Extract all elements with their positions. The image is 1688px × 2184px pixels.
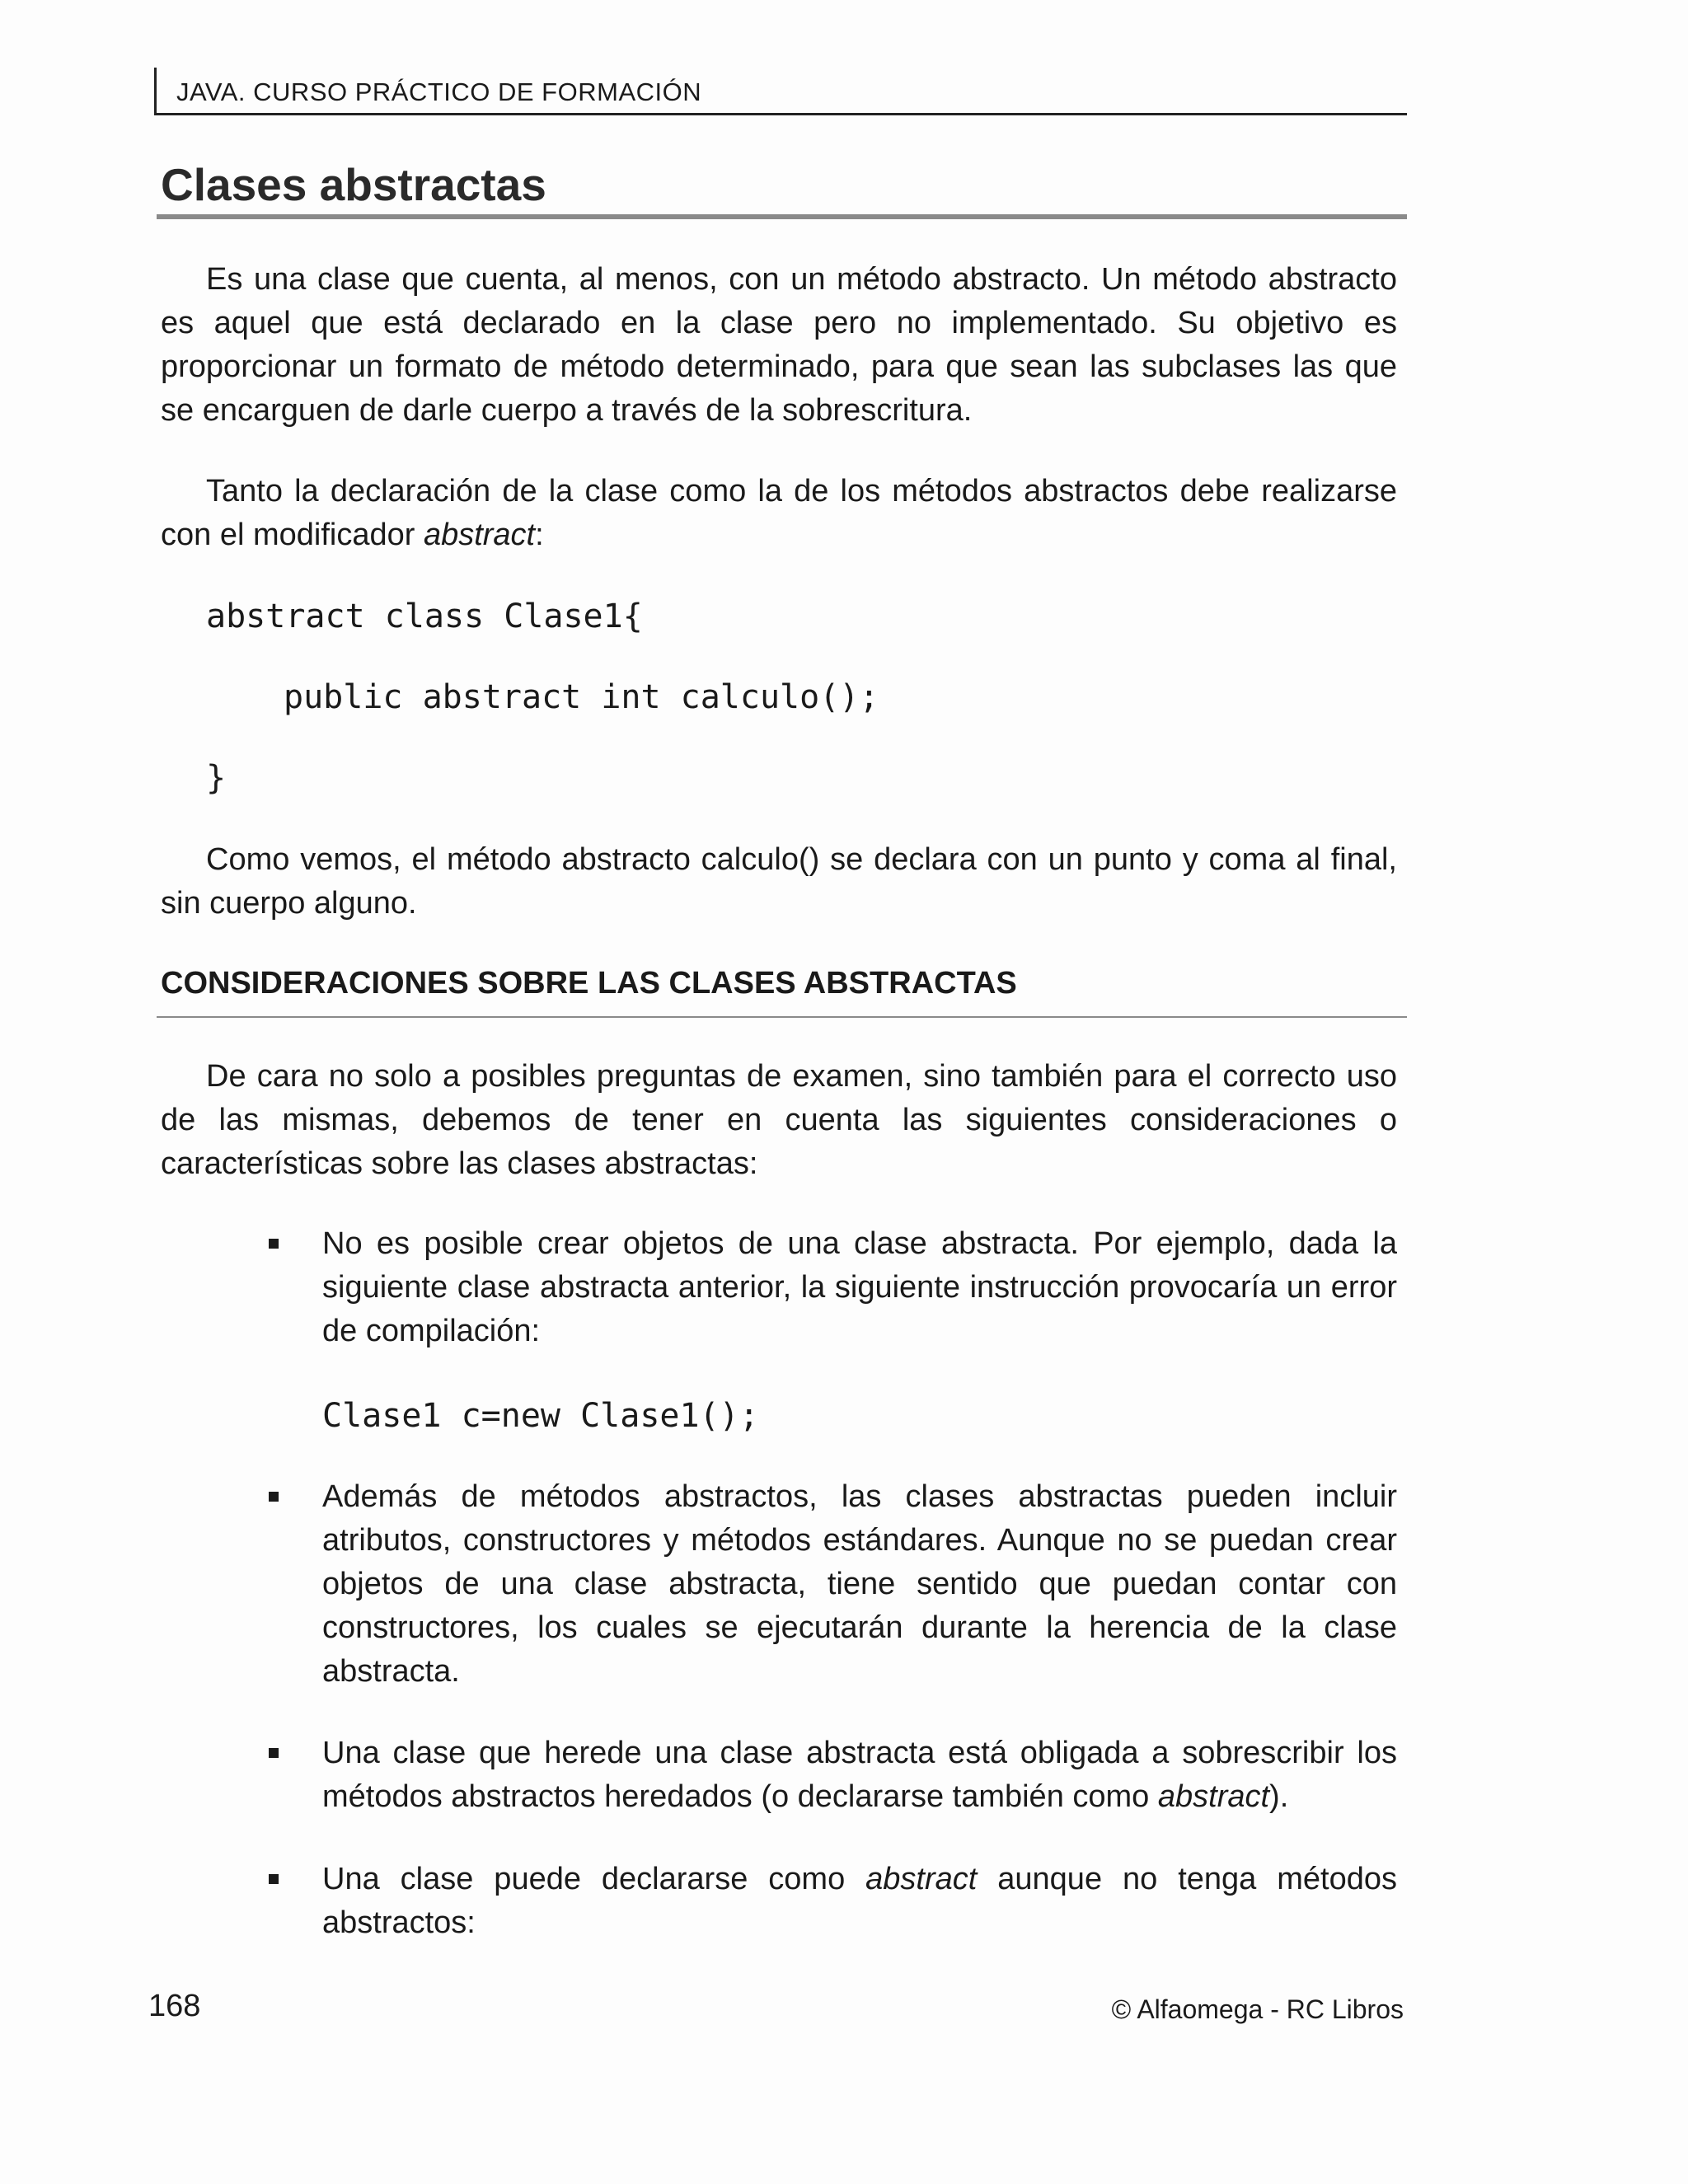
bullet-item-subclass-text: Una clase que herede una clase abstracta está obligada a sobrescribir los métodos abstractos heredados (o declararse también como [322,1736,1397,1814]
bullet-item-no-instances: No es posible crear objetos de una clase abstracta. Por ejemplo, dada la siguiente clase abstracta anterior, la siguiente instrucción provocaría un error de compilación: [322,1226,1397,1348]
bullet-item-subclass-end: ). [1269,1779,1289,1814]
running-header [154,68,1407,115]
bullet-marker [269,1748,279,1758]
page-number: 168 [148,1989,201,2023]
bullet-item-no-methods [322,1858,1397,1945]
paragraph-explanation: Como vemos, el método abstracto calculo() se declara con un punto y coma al final, sin cuerpo alguno. [161,842,1397,921]
bullet-marker [269,1874,279,1884]
bullet-item-no-methods-text: Una clase puede declararse como [322,1862,866,1896]
bullet-item-members: Además de métodos abstractos, las clases abstractas pueden incluir atributos, constructores y métodos estándares. Aunque no se puedan crear objetos de una clase abstracta, tiene sentido que puedan contar con constructores, los cuales se ejecutarán durante la herencia de la clase abstracta. [322,1479,1397,1689]
keyword-abstract: abstract [865,1862,978,1896]
code-abstract-method: public abstract int calculo(); [284,678,879,716]
bullet-item-no-methods-end: aunque no tenga métodos abstractos: [322,1862,1398,1940]
keyword-abstract: abstract [423,518,536,552]
subsection-title: CONSIDERACIONES SOBRE LAS CLASES ABSTRACTAS [161,966,1017,1001]
paragraph-intro: De cara no solo a posibles preguntas de examen, sino también para el correcto uso de las mismas, debemos de tener en cuenta las siguientes consideraciones o características sobre las clases abstractas: [161,1059,1397,1181]
code-class-declaration: abstract class Clase1{ [206,598,643,635]
paragraph-modifier-text: Tanto la declaración de la clase como la de los métodos abstractos debe realizarse con el modificador [161,474,1397,552]
code-closing-brace: } [206,759,227,797]
subsection-rule [157,1016,1407,1018]
paragraph-definition: Es una clase que cuenta, al menos, con un método abstracto. Un método abstracto es aquel que está declarado en la clase pero no implementado. Su objetivo es proporcionar un formato de método determinado, para que sean las subclases las que se encarguen de darle cuerpo a través de la sobrescritura. [161,262,1397,428]
bullet-marker [269,1239,279,1249]
title-rule [157,214,1407,219]
bullet-item-subclass [322,1732,1397,1819]
keyword-abstract: abstract [1157,1779,1270,1814]
bullet-marker [269,1492,279,1502]
paragraph-modifier [161,470,1397,557]
section-title: Clases abstractas [161,159,546,210]
running-header-title: JAVA. CURSO PRÁCTICO DE FORMACIÓN [176,77,702,106]
code-instantiation-error: Clase1 c=new Clase1(); [322,1397,759,1435]
paragraph-modifier-end: : [535,518,544,552]
copyright-notice: © Alfaomega - RC Libros [1111,1994,1404,2024]
